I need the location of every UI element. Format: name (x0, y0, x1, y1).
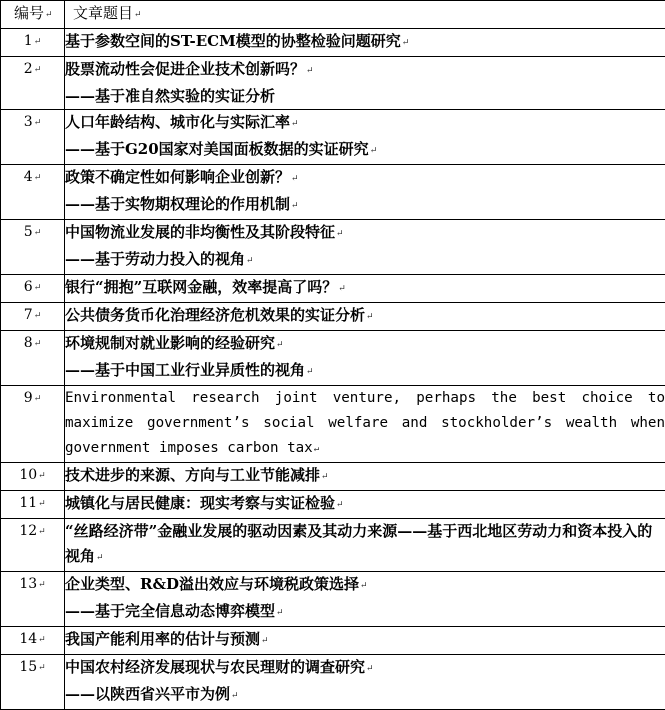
row-number-cell (1, 572, 65, 627)
paragraph-mark-icon: ↵ (370, 146, 378, 156)
article-subtitle: ——基于准自然实验的实证分析 (65, 87, 275, 105)
article-title-cell (65, 386, 665, 463)
article-title-cell (65, 519, 665, 572)
article-title-cell (65, 572, 665, 627)
paragraph-mark-icon: ↵ (38, 499, 46, 509)
row-number-cell (1, 220, 65, 275)
row-number: 9 (24, 386, 33, 411)
table-row (1, 303, 665, 331)
row-number-cell (1, 491, 65, 519)
paragraph-mark-icon: ↵ (261, 636, 269, 646)
row-number-cell (1, 303, 65, 331)
row-number: 12 (19, 519, 37, 544)
row-number-cell (1, 463, 65, 491)
article-title: 中国农村经济发展现状与农民理财的调查研究 (65, 658, 365, 676)
article-subtitle: ——基于劳动力投入的视角 (65, 250, 245, 268)
table-row (1, 463, 665, 491)
paragraph-mark-icon: ↵ (291, 201, 299, 211)
table-row (1, 491, 665, 519)
row-number-cell (1, 110, 65, 165)
article-title-cell (65, 491, 665, 519)
row-number-cell (1, 627, 65, 655)
paragraph-mark-icon: ↵ (336, 229, 344, 239)
paragraph-mark-icon: ↵ (336, 500, 344, 510)
paragraph-mark-icon: ↵ (276, 340, 284, 350)
article-title-cell (65, 165, 665, 220)
row-number-cell (1, 275, 65, 303)
article-title-cell (65, 110, 665, 165)
row-number: 15 (19, 655, 37, 680)
table-row (1, 57, 665, 110)
paragraph-mark-icon: ↵ (306, 66, 314, 76)
paragraph-mark-icon: ↵ (34, 37, 42, 47)
article-title: 政策不确定性如何影响企业创新？ (65, 168, 290, 186)
row-number: 1 (24, 29, 33, 54)
paragraph-mark-icon: ↵ (34, 394, 42, 404)
article-title: 企业类型、R&D溢出效应与环境税政策选择 (65, 575, 359, 593)
article-title-cell (65, 29, 665, 57)
article-title-cell (65, 331, 665, 386)
row-number-cell (1, 519, 65, 572)
row-number: 10 (19, 463, 37, 488)
paragraph-mark-icon: ↵ (134, 10, 142, 20)
article-title-cell (65, 220, 665, 275)
paragraph-mark-icon: ↵ (38, 527, 46, 537)
row-number: 14 (19, 627, 37, 652)
row-number: 11 (19, 491, 37, 516)
article-title-cell (65, 627, 665, 655)
paragraph-mark-icon: ↵ (38, 635, 46, 645)
paragraph-mark-icon: ↵ (38, 580, 46, 590)
paragraph-mark-icon: ↵ (38, 471, 46, 481)
paragraph-mark-icon: ↵ (34, 283, 42, 293)
article-title: “丝路经济带”金融业发展的驱动因素及其动力来源——基于西北地区劳动力和资本投入的视角 (65, 522, 652, 565)
table-row (1, 275, 665, 303)
header-title-label: 文章题目 (73, 4, 133, 22)
paragraph-mark-icon: ↵ (360, 581, 368, 591)
article-title-cell (65, 275, 665, 303)
article-subtitle: ——以陕西省兴平市为例 (65, 685, 230, 703)
article-title: 环境规制对就业影响的经验研究 (65, 334, 275, 352)
paragraph-mark-icon: ↵ (291, 119, 299, 129)
row-number-cell (1, 386, 65, 463)
paragraph-mark-icon: ↵ (34, 228, 42, 238)
row-number: 6 (24, 275, 33, 300)
paragraph-mark-icon: ↵ (306, 367, 314, 377)
paragraph-mark-icon: ↵ (34, 311, 42, 321)
article-title-cell (65, 463, 665, 491)
row-number: 8 (24, 331, 33, 356)
paragraph-mark-icon: ↵ (246, 256, 254, 266)
paragraph-mark-icon: ↵ (231, 691, 239, 701)
row-number-cell (1, 331, 65, 386)
header-row (1, 1, 665, 29)
paragraph-mark-icon: ↵ (338, 284, 346, 294)
article-subtitle: ——基于中国工业行业异质性的视角 (65, 361, 305, 379)
row-number-cell (1, 165, 65, 220)
row-number-cell (1, 29, 65, 57)
header-number (1, 1, 65, 29)
paragraph-mark-icon: ↵ (366, 312, 374, 322)
paragraph-mark-icon: ↵ (34, 65, 42, 75)
row-number: 2 (24, 57, 33, 82)
article-subtitle: ——基于完全信息动态博弈模型 (65, 602, 275, 620)
article-subtitle: ——基于G20国家对美国面板数据的实证研究 (65, 140, 369, 158)
row-number-cell (1, 655, 65, 710)
header-title (65, 1, 665, 29)
article-title: 人口年龄结构、城市化与实际汇率 (65, 113, 290, 131)
table-row (1, 386, 665, 463)
header-number-label: 编号 (14, 4, 44, 22)
article-title-cell (65, 303, 665, 331)
table-row (1, 519, 665, 572)
paragraph-mark-icon: ↵ (38, 663, 46, 673)
article-title: 我国产能利用率的估计与预测 (65, 630, 260, 648)
paragraph-mark-icon: ↵ (291, 174, 299, 184)
row-number: 5 (24, 220, 33, 245)
row-number: 7 (24, 303, 33, 328)
table-row (1, 29, 665, 57)
table-row (1, 627, 665, 655)
paragraph-mark-icon: ↵ (321, 472, 329, 482)
table-row (1, 165, 665, 220)
table-row (1, 220, 665, 275)
article-title: Environmental research joint venture, perhaps the best choice to maximize government’s social welfare and stockholder’s wealth when government imposes carbon tax (65, 390, 665, 456)
row-number: 4 (24, 165, 33, 190)
article-title: 银行“拥抱”互联网金融，效率提高了吗？ (65, 278, 337, 296)
row-number: 13 (19, 572, 37, 597)
article-title: 城镇化与居民健康：现实考察与实证检验 (65, 494, 335, 512)
paragraph-mark-icon: ↵ (366, 664, 374, 674)
paragraph-mark-icon: ↵ (34, 339, 42, 349)
article-title-cell (65, 57, 665, 110)
paragraph-mark-icon: ↵ (314, 444, 319, 454)
article-title-cell (65, 655, 665, 710)
paragraph-mark-icon: ↵ (45, 10, 53, 20)
article-title: 公共债务货币化治理经济危机效果的实证分析 (65, 306, 365, 324)
table-row (1, 110, 665, 165)
article-title: 技术进步的来源、方向与工业节能减排 (65, 466, 320, 484)
paragraph-mark-icon: ↵ (402, 38, 410, 48)
row-number: 3 (24, 110, 33, 135)
paragraph-mark-icon: ↵ (96, 553, 104, 563)
article-title: 基于参数空间的ST-ECM模型的协整检验问题研究 (65, 32, 401, 50)
table-row (1, 331, 665, 386)
row-number-cell (1, 57, 65, 110)
paragraph-mark-icon: ↵ (276, 608, 284, 618)
article-subtitle: ——基于实物期权理论的作用机制 (65, 195, 290, 213)
paragraph-mark-icon: ↵ (34, 118, 42, 128)
paragraph-mark-icon: ↵ (34, 173, 42, 183)
article-title: 中国物流业发展的非均衡性及其阶段特征 (65, 223, 335, 241)
table-row (1, 572, 665, 627)
table-row (1, 655, 665, 710)
article-title: 股票流动性会促进企业技术创新吗？ (65, 60, 305, 78)
